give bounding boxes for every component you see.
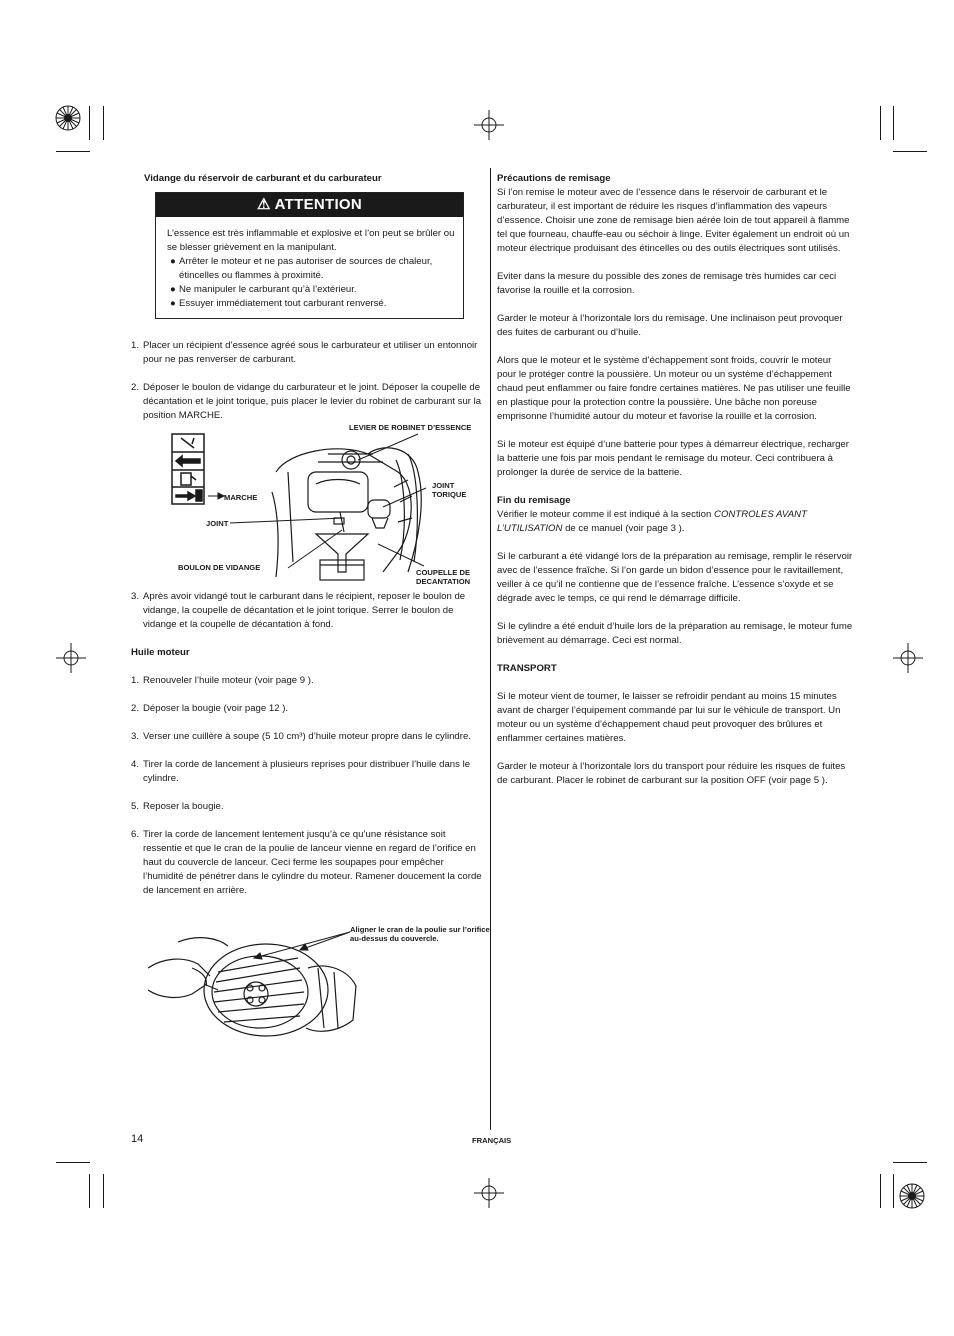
column-divider — [490, 168, 491, 1130]
list-item: 2. Déposer la bougie (voir page 12 ). — [131, 703, 289, 714]
language-label: FRANÇAIS — [472, 1136, 512, 1145]
paragraph: Eviter dans la mesure du possible des zones de remisage très humides car ceci favorise la rouille et la corrosion. — [497, 271, 837, 296]
warning-body — [156, 217, 463, 311]
list-item: 1. Placer un récipient d’essence agréé sous le carburateur et utiliser un entonnoir pour ne pas renverser de carburant. — [131, 340, 478, 365]
list-item: 5. Reposer la bougie. — [131, 801, 224, 812]
label-joint-torique: JOINT TORIQUE — [432, 481, 467, 499]
list-item: 4. Tirer la corde de lancement à plusieurs reprises pour distribuer l’huile dans le cylindre. — [131, 759, 471, 784]
warning-header — [156, 193, 463, 217]
warning-triangle-icon: ⚠ — [256, 196, 271, 213]
paragraph: Alors que le moteur et le système d’échappement sont froids, couvrir le moteur pour le protéger contre la poussière. Un moteur ou un système d’échappement chaud peut enflammer ou faire fondre certaines matières. Ne pas utiliser une feuille en plastique pour la protection contre la poussière. Une bâche non poreuse emprisonne l’humidité autour du moteur et favorise la rouille et la corrosion. — [497, 355, 851, 422]
recoil-starter-illustration — [148, 928, 363, 1040]
paragraph: Garder le moteur à l’horizontale lors du remisage. Une inclinaison peut provoquer des fuites de carburant ou d’huile. — [497, 313, 843, 338]
list-item: 2. Déposer le boulon de vidange du carburateur et le joint. Déposer la coupelle de décantation et le joint torique, puis placer le levier du robinet de carburant sur la position MARCHE. — [131, 382, 482, 421]
registration-crosshair-right — [893, 643, 923, 673]
paragraph: Garder le moteur à l’horizontale lors du transport pour réduire les risques de fuites de carburant. Placer le robinet de carburant sur la position OFF (voir page 5 ). — [497, 761, 846, 786]
paragraph: Si le carburant a été vidangé lors de la préparation au remisage, remplir le réservoir avec de l’essence fraîche. Si l’on garde un bidon d’essence pour le ravitaillement, veiller à ce qu’il ne contienne que de l’essence fraîche. L’essence s’oxyde et se dégrade avec le temps, ce qui rend le démarrage difficile. — [497, 551, 853, 604]
paragraph: Si le moteur est équipé d’une batterie pour types à démarreur électrique, recharger la batterie une fois par mois pendant le remisage du moteur. Ceci contribuera à prolonger la durée de service de la batterie. — [497, 439, 849, 478]
bullet-icon: ● — [170, 298, 176, 309]
oil-steps — [131, 674, 485, 912]
warning-bullet: ● Ne manipuler le carburant qu’à l’extérieur. — [170, 284, 357, 295]
list-item: 3. Verser une cuillère à soupe (5 10 cm³) d’huile moteur propre dans le cylindre. — [131, 731, 471, 742]
registration-star-bottom-right — [898, 1182, 926, 1210]
label-align-notch: Aligner le cran de la poulie sur l’orifice au-dessus du couvercle. — [350, 925, 490, 943]
heading-end-of-storage: Fin du remisage — [497, 495, 571, 506]
bullet-icon: ● — [170, 256, 176, 267]
label-drain-bolt: BOULON DE VIDANGE — [178, 563, 261, 572]
list-item: 3. Après avoir vidangé tout le carburant dans le récipient, reposer le boulon de vidange, la coupelle de décantation et le joint torique. Serrer le boulon de vidange et la coupelle de décantation à fond. — [131, 591, 466, 630]
list-item: 6. Tirer la corde de lancement lentement jusqu’à ce qu’une résistance soit ressentie et que le cran de la poulie de lanceur vienne en regard de l’orifice en haut du couvercle de lanceur. Ceci ferme les soupapes pour empêcher l’humidité de pénétrer dans le cylindre du moteur. Ramener doucement la corde de lancement en arrière. — [131, 829, 482, 896]
warning-intro: L’essence est très inflammable et explosive et l’on peut se brûler ou se blesser grièvement en la manipulant. — [167, 228, 455, 253]
drain-step-3 — [131, 590, 485, 646]
right-column — [497, 172, 853, 802]
label-fuel-valve-lever: LEVIER DE ROBINET D’ESSENCE — [349, 423, 472, 432]
warning-bullet: ● Essuyer immédiatement tout carburant renversé. — [170, 298, 387, 309]
warning-bullet: ● Arrêter le moteur et ne pas autoriser de sources de chaleur, étincelles ou flammes à proximité. — [170, 256, 433, 281]
heading-fuel-drain: Vidange du réservoir de carburant et du carburateur — [144, 173, 382, 184]
fuel-valve-icon — [172, 434, 204, 504]
heading-storage-precautions: Précautions de remisage — [497, 173, 611, 184]
bullet-icon: ● — [170, 284, 176, 295]
paragraph: Vérifier le moteur comme il est indiqué à la section CONTROLES AVANT L’UTILISATION de ce manuel (voir page 3 ). — [497, 509, 807, 534]
warning-list — [167, 255, 455, 311]
page-number: 14 — [131, 1133, 144, 1145]
carburetor-drain-illustration — [168, 432, 468, 584]
warning-title: ATTENTION — [274, 196, 363, 213]
label-marche: MARCHE — [224, 493, 258, 502]
registration-crosshair-left — [56, 643, 86, 673]
paragraph: Si le cylindre a été enduit d’huile lors de la préparation au remisage, le moteur fume brièvement au démarrage. Ceci est normal. — [497, 621, 853, 646]
registration-crosshair-bottom — [474, 1178, 504, 1208]
paragraph: Si le moteur vient de tourner, le laisser se refroidir pendant au moins 15 minutes avant de charger l’équipement commandé par lui sur le véhicule de transport. Un moteur ou un système d’échappement chaud peut provoquer des brûlures et enflammer certaines matières. — [497, 691, 841, 744]
heading-engine-oil: Huile moteur — [131, 647, 190, 658]
section-reference: CONTROLES AVANT L’UTILISATION — [497, 509, 807, 534]
paragraph: Si l’on remise le moteur avec de l’essence dans le réservoir de carburant et le carburateur, il est important de réduire les risques d’inflammation des vapeurs d’essence. Choisir une zone de remisage bien aérée loin de tout appareil à flamme tel que fourneau, chauffe-eau ou séchoir à linge. Eviter également un endroit où un moteur électrique produisant des étincelles ou des outils électriques sont utilisés. — [497, 187, 850, 254]
heading-transport: TRANSPORT — [497, 663, 557, 674]
registration-crosshair-top — [474, 110, 504, 140]
list-item: 1. Renouveler l’huile moteur (voir page 9 ). — [131, 675, 314, 686]
warning-box — [155, 192, 464, 319]
label-joint: JOINT — [206, 519, 229, 528]
label-sediment-cup: COUPELLE DE DECANTATION — [416, 568, 471, 586]
registration-star-top-left — [54, 104, 82, 132]
